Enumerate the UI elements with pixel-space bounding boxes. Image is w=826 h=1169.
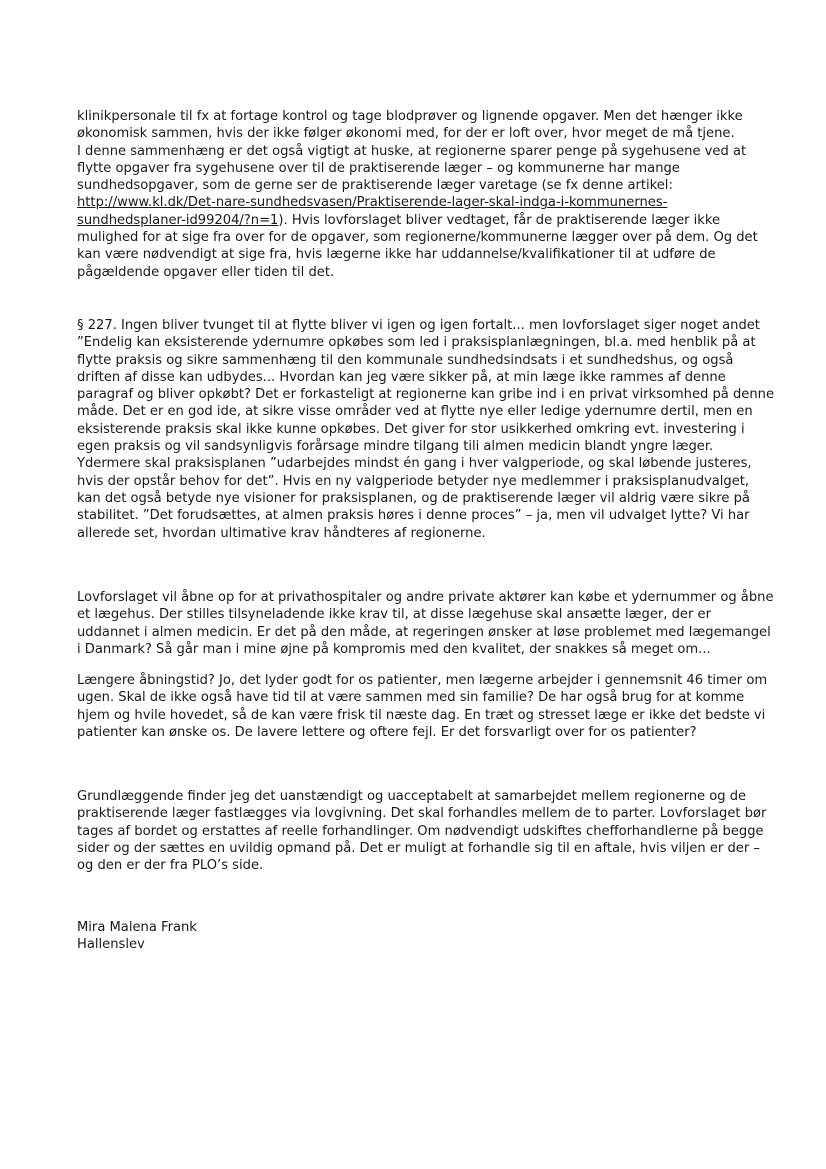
text-line: pågældende opgaver eller tiden til det. <box>77 264 335 280</box>
text-line <box>77 212 757 229</box>
text-line: Ydermere skal praksisplanen ”udarbejdes mindst én gang i hver valgperiode, og skal løbende justeres, <box>77 456 752 472</box>
text-line: flytte praksis og sikre sammenhæng til den kommunale sundhedsindsats i et sundhedshus, og også <box>77 352 734 368</box>
text-line: hvis der opstår behov for det”. Hvis en ny valgperiode betyder nye medlemmer i praksisplanudvalget, <box>77 473 750 489</box>
article-link-part1[interactable]: http://www.kl.dk/Det-nare-sundhedsvasen/Praktiserende-lager-skal-indga-i-kommunernes- <box>77 195 668 211</box>
text-line: kan det også betyde nye visioner for praksisplanen, og de praktiserende læger vil aldrig være sikre på <box>77 490 750 506</box>
text-line: Lovforslaget vil åbne op for at privathospitaler og andre private aktører kan købe et ydernummer og åbne <box>77 590 774 605</box>
text-line: paragraf og bliver opkøbt? Det er forkasteligt at regionerne kan gribe ind i en privat virksomhed på denne <box>77 387 775 403</box>
text-line: sundhedsopgaver, som de gerne ser de praktiserende læger varetage (se fx denne artikel: <box>77 178 673 194</box>
text-line: sider og der sættes en uvildig opmand på. Det er muligt at forhandle sig til en aftale, hvis viljen er der – <box>77 840 760 856</box>
text-after-link: ). Hvis lovforslaget bliver vedtaget, får de praktiserende læger ikke <box>278 212 721 228</box>
text-line: et lægehus. Der stilles tilsyneladende ikke krav til, at disse lægehuse skal ansætte læger, der er <box>77 607 711 623</box>
text-line: allerede set, hvordan ultimative krav håndteres af regionerne. <box>77 525 486 541</box>
text-line: eksisterende praksis skal ikke kunne opkøbes. Det giver for stor usikkerhed omkring evt. investering i <box>77 421 745 437</box>
signature-place: Hallenslev <box>77 937 145 953</box>
text-line: kan være nødvendigt at sige fra, hvis lægerne ikke har uddannelse/kvalifikationer til at udføre de <box>77 247 716 263</box>
text-line: økonomisk sammen, hvis der ikke følger økonomi med, for der er loft over, hvor meget de må tjene. <box>77 126 735 142</box>
paragraph-grundlaeggende <box>77 788 767 874</box>
text-line: driften af disse kan udbydes... Hvordan kan jeg være sikker på, at min læge ikke rammes af denne <box>77 369 726 385</box>
text-line: og den er der fra PLO’s side. <box>77 858 264 874</box>
text-line: ugen. Skal de ikke også have tid til at være sammen med sin familie? De har også brug for at komme <box>77 690 745 706</box>
text-line: praktiserende læger fastlægges via lovgivning. Det skal forhandles mellem de to parter. Lovforslaget bør <box>77 806 767 822</box>
text-line: § 227. Ingen bliver tvunget til at flytte bliver vi igen og igen fortalt... men lovforslaget siger noget andet <box>77 318 760 333</box>
text-line: hjem og hvile hovedet, så de kan være frisk til næste dag. En træt og stresset læge er ikke det bedste vi <box>77 707 766 723</box>
paragraph-aabningstid <box>77 672 768 741</box>
signature-block <box>77 919 757 954</box>
text-line: egen praksis og vil sandsynligvis forårsage mindre tilgang tili almen medicin blandt yngre læger. <box>77 439 714 455</box>
text-line: Grundlæggende finder jeg det uanstændigt og uacceptabelt at samarbejdet mellem regionerne og de <box>77 789 747 804</box>
text-line <box>77 194 757 211</box>
paragraph-privathospitaler <box>77 589 774 658</box>
text-line: Længere åbningstid? Jo, det lyder godt for os patienter, men lægerne arbejder i gennemsnit 46 timer om <box>77 673 768 688</box>
text-line: ”Endelig kan eksisterende ydernumre opkøbes som led i praksisplanlægningen, bl.a. med henblik på at <box>77 335 756 351</box>
paragraph-227 <box>77 317 775 542</box>
text-line: patienter kan ønske os. De lavere lettere og oftere fejl. Er det forsvarligt over for os patienter? <box>77 724 697 740</box>
text-line: tages af bordet og erstattes af reelle forhandlinger. Om nødvendigt udskiftes chefforhandlerne på begge <box>77 823 764 839</box>
signature-name: Mira Malena Frank <box>77 920 197 935</box>
text-line: uddannet i almen medicin. Er det på den måde, at regeringen ønsker at løse problemet med lægemangel <box>77 624 771 640</box>
text-line: mulighed for at sige fra over for de opgaver, som regionerne/kommunerne lægger over på dem. Og det <box>77 230 758 246</box>
text-line: flytte opgaver fra sygehusene over til de praktiserende læger – og kommunerne har mange <box>77 160 680 176</box>
article-link-part2[interactable]: sundhedsplaner-id99204/?n=1 <box>77 212 279 228</box>
text-line: måde. Det er en god ide, at sikre visse områder ved at flytte nye eller ledige ydernumre dertil, men en <box>77 404 753 420</box>
text-line: stabilitet. ”Det forudsættes, at almen praksis høres i denne proces” – ja, men vil udvalget lytte? Vi har <box>77 508 750 524</box>
text-line: i Danmark? Så går man i mine øjne på kompromis med den kvalitet, der snakkes så meget om... <box>77 641 711 657</box>
text-line: I denne sammenhæng er det også vigtigt at huske, at regionerne sparer penge på sygehusene ved at <box>77 143 747 159</box>
paragraph-opgaver <box>77 108 757 281</box>
text-line: klinikpersonale til fx at fortage kontrol og tage blodprøver og lignende opgaver. Men det hænger ikke <box>77 109 743 124</box>
